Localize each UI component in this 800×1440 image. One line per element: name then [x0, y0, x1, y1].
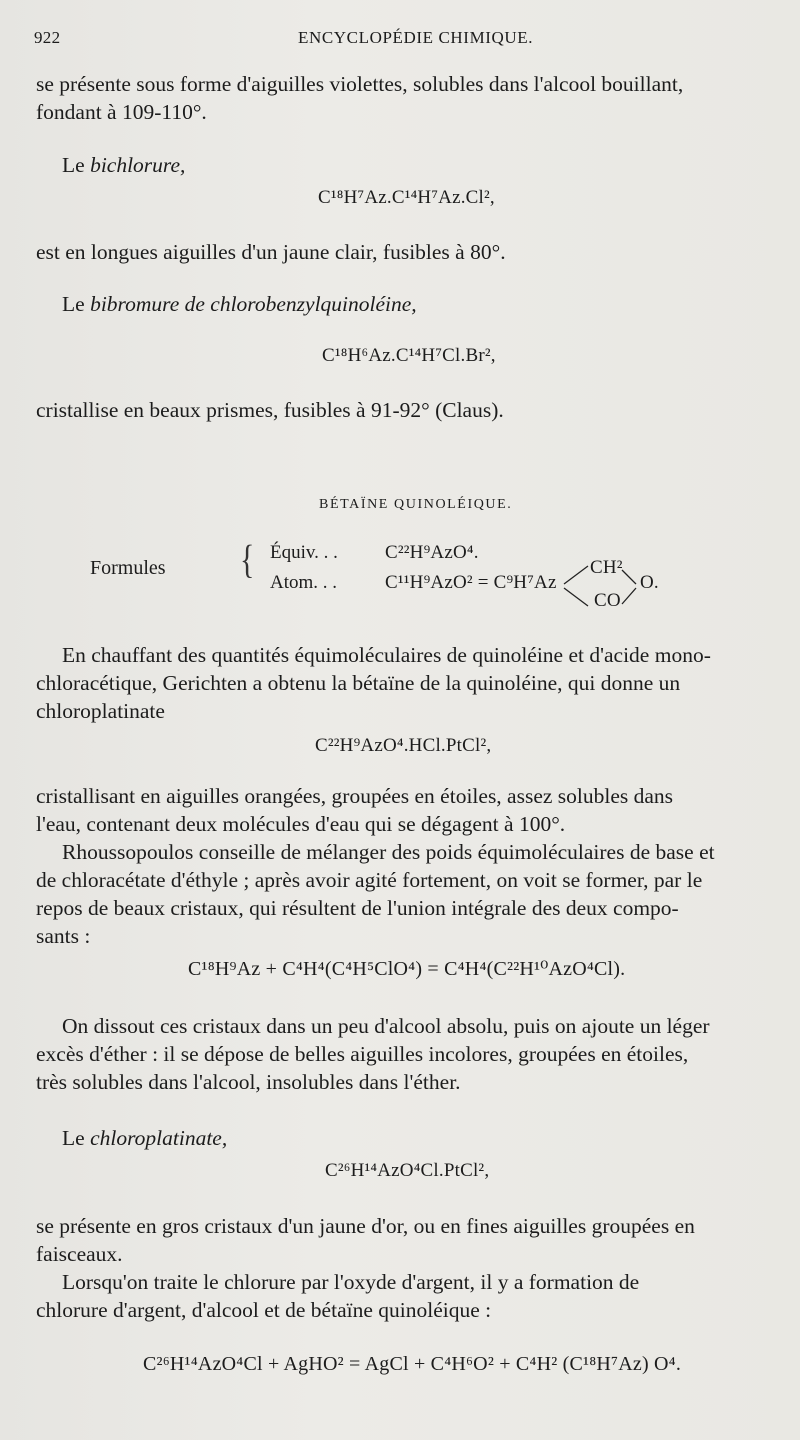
formula-bichlorure: C¹⁸H⁷Az.C¹⁴H⁷Az.Cl²,	[318, 187, 495, 208]
text-line: excès d'éther : il se dépose de belles aiguilles incolores, groupées en étoiles,	[36, 1042, 689, 1066]
atom-o: O.	[640, 572, 659, 593]
paragraph-silver-oxide	[36, 1268, 778, 1324]
bibromure-intro: Le bibromure de chlorobenzylquinoléine,	[62, 292, 417, 316]
atom-co: CO	[594, 590, 621, 611]
text-line: très solubles dans l'alcool, insolubles dans l'éther.	[36, 1070, 461, 1094]
term-chloroplatinate: chloroplatinate,	[90, 1126, 228, 1150]
text-line: l'eau, contenant deux molécules d'eau qui se dégagent à 100°.	[36, 812, 566, 836]
text-line: faisceaux.	[36, 1242, 123, 1266]
equation-2: C²⁶H¹⁴AzO⁴Cl + AgHO² = AgCl + C⁴H⁶O² + C⁴H² (C¹⁸H⁷Az) O⁴.	[143, 1353, 682, 1375]
text-line: chloracétique, Gerichten a obtenu la bétaïne de la quinoléine, qui donne un	[36, 671, 681, 695]
formula-chloroplatinate-1: C²²H⁹AzO⁴.HCl.PtCl²,	[315, 735, 492, 756]
term-bichlorure: bichlorure,	[90, 153, 186, 177]
running-title: ENCYCLOPÉDIE CHIMIQUE.	[298, 28, 534, 47]
bibromure-description: cristallise en beaux prismes, fusibles à 91-92° (Claus).	[36, 398, 504, 422]
paragraph-gold-crystals	[36, 1212, 778, 1268]
section-title: BÉTAÏNE QUINOLÉIQUE.	[319, 497, 513, 512]
text-line: se présente en gros cristaux d'un jaune d'or, ou en fines aiguilles groupées en	[36, 1214, 695, 1238]
text-line: On dissout ces cristaux dans un peu d'alcool absolu, puis on ajoute un léger	[62, 1014, 710, 1038]
page-number: 922	[34, 28, 61, 47]
chloroplatinate-intro: Le chloroplatinate,	[62, 1126, 228, 1150]
paragraph-gerichten	[36, 641, 778, 725]
bichlorure-description: est en longues aiguilles d'un jaune clair, fusibles à 80°.	[36, 240, 506, 264]
formula-chloroplatinate-2: C²⁶H¹⁴AzO⁴Cl.PtCl²,	[325, 1160, 490, 1181]
text-line: En chauffant des quantités équimoléculaires de quinoléine et d'acide mono-	[62, 643, 711, 667]
paragraph-violet-needles	[36, 70, 778, 126]
atom-formula: C¹¹H⁹AzO² = C⁹H⁷Az	[385, 572, 557, 593]
text-line: fondant à 109-110°.	[36, 100, 207, 124]
text-line: de chloracétate d'éthyle ; après avoir agité fortement, on voit se former, par le	[36, 868, 703, 892]
atom-label: Atom. . .	[270, 572, 338, 593]
text-line: Rhoussopoulos conseille de mélanger des poids équimoléculaires de base et	[62, 840, 715, 864]
term-bibromure: bibromure de chlorobenzylquinoléine,	[90, 292, 417, 316]
equiv-formula: C²²H⁹AzO⁴.	[385, 542, 479, 563]
equiv-label: Équiv. . .	[270, 542, 338, 563]
text-line: se présente sous forme d'aiguilles violettes, solubles dans l'alcool bouillant,	[36, 72, 684, 96]
text-line: cristallisant en aiguilles orangées, groupées en étoiles, assez solubles dans	[36, 784, 674, 808]
atom-ch2: CH²	[590, 557, 623, 578]
brace-symbol: {	[240, 537, 255, 582]
text-line: repos de beaux cristaux, qui résultent de l'union intégrale des deux compo-	[36, 896, 679, 920]
text-line: chlorure d'argent, d'alcool et de bétaïne quinoléique :	[36, 1298, 492, 1322]
equation-1: C¹⁸H⁹Az + C⁴H⁴(C⁴H⁵ClO⁴) = C⁴H⁴(C²²H¹⁰AzO⁴Cl).	[188, 958, 626, 980]
text-line: chloroplatinate	[36, 699, 165, 723]
paragraph-rhoussopoulos	[36, 838, 778, 950]
formula-bibromure: C¹⁸H⁶Az.C¹⁴H⁷Cl.Br²,	[322, 345, 496, 366]
paragraph-dissolve	[36, 1012, 778, 1096]
text-line: Lorsqu'on traite le chlorure par l'oxyde d'argent, il y a formation de	[62, 1270, 640, 1294]
text-line: sants :	[36, 924, 91, 948]
formulas-label: Formules	[90, 557, 166, 579]
paragraph-crystallizing	[36, 782, 778, 838]
bichlorure-intro: Le bichlorure,	[62, 153, 186, 177]
